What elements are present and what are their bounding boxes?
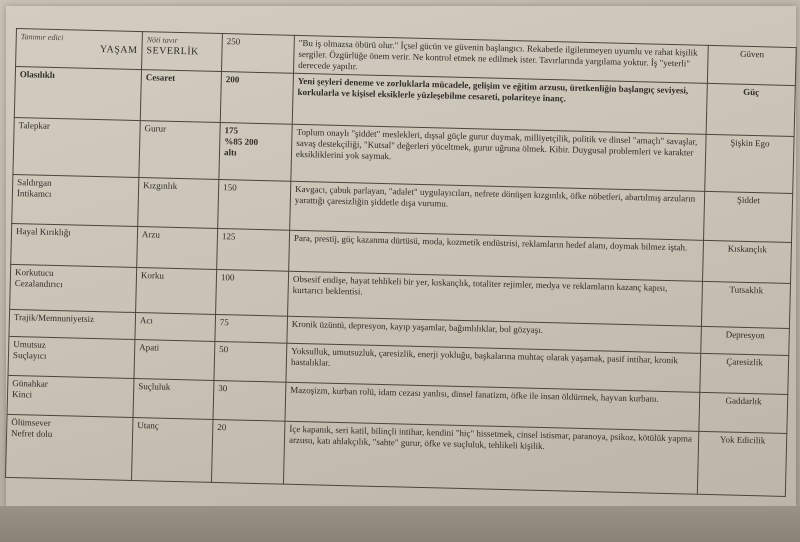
extra-cell: Şiddet	[704, 191, 793, 242]
description-cell: Kavgacı, çabuk parlayan, "adalet" uygulayıcıları, nefrete dönüşen kızgınlık, öfke nöbetleri, abartılmış arzuların yarattığı çaresizliğin şiddetle dışa vurumu.	[290, 181, 705, 240]
header-left-top: Tanımır edici	[20, 32, 64, 43]
header-emotion-top: Nöti tavır	[146, 35, 178, 45]
number-cell: 50	[214, 341, 287, 382]
number-cell: 150	[218, 180, 291, 231]
extra-cell: Yok Edicilik	[697, 431, 787, 496]
emotion-cell: Cesaret	[140, 70, 221, 123]
level-cell: Ölümsever Nefret dolu	[6, 414, 134, 480]
emotion-cell: Arzu	[137, 227, 218, 270]
header-number-cell	[221, 34, 294, 74]
header-level-cell	[16, 29, 143, 70]
emotion-cell: Suçluluk	[133, 378, 214, 419]
number-cell: 175 %85 200 altı	[219, 123, 292, 182]
extra-cell: Çaresizlik	[700, 353, 789, 394]
header-left-main: YAŞAM	[99, 44, 138, 56]
emotion-cell: Apati	[134, 339, 215, 380]
level-cell: Günahkar Kinci	[7, 375, 134, 417]
level-cell: Talepkar	[13, 117, 140, 177]
emotion-cell: Acı	[135, 313, 216, 342]
description-cell: Yeni şeyleri deneme ve zorluklarla mücadele, gelişim ve eğitim arzusu, üretkenliğin başlangıç seviyesi, korkularla ve kişisel eksiklerle yüzleşebilme cesareti, polariteye inanç.	[292, 73, 707, 134]
paper-sheet	[6, 6, 796, 506]
emotion-cell: Gurur	[139, 121, 220, 180]
level-cell: Trajik/Memnuniyetsiz	[9, 309, 136, 339]
number-cell: 100	[216, 269, 289, 316]
header-number: 250	[226, 36, 241, 47]
header-emotion-main: SEVERLİK	[146, 45, 199, 58]
level-cell: Korkutucu Cezalandırıcı	[10, 264, 137, 312]
number-cell: 20	[211, 419, 285, 484]
level-cell: Umutsuz Suçlayıcı	[8, 336, 135, 378]
number-cell: 200	[220, 72, 293, 125]
level-cell: Saldırgan İntikamcı	[12, 174, 139, 226]
description-cell: Para, prestij, güç kazanma dürtüsü, moda, kozmetik endüstrisi, reklamların hedef alanı, doymak bilmez iştah.	[289, 230, 704, 281]
extra-cell: Güç	[706, 83, 795, 136]
description-cell: Kronik üzüntü, depresyon, kayıp yaşamlar, bağımlılıklar, bol gözyaşı.	[287, 316, 702, 353]
number-cell: 125	[217, 228, 290, 271]
description-cell: Obsesif endişe, hayat tehlikeli bir yer, kıskançlık, totaliter rejimler, medya ve reklamların kazanç kapısı, kurtarıcı beklentisi.	[288, 271, 703, 326]
number-cell: 30	[213, 380, 286, 421]
extra-cell: Şişkin Ego	[705, 134, 794, 193]
description-cell: Mazoşizm, kurban rolü, idam cezası yanlısı, dinsel fanatizm, öfke ile insan öldürmek, hayvan kurbanı.	[285, 382, 700, 431]
emotion-cell: Kızgınlık	[138, 178, 219, 229]
number-cell: 75	[215, 314, 288, 343]
header-extra: Güven	[707, 45, 796, 85]
extra-cell: Kıskançlık	[703, 240, 792, 283]
emotion-cell: Utanç	[131, 417, 213, 482]
table-surface	[0, 506, 800, 542]
header-quote: "Bu iş olmazsa öbürü olur." İçsel gücün ve güvenin başlangıcı. Rekabetle ilgilenmeyen uyumlu ve rahat kişilik sergiler. Özgürlüğe önem verir. Ne kontrol etmek ne edilmek ister. Tavırlarında yargılama yoktur. İş "yeterli" derecede yapılır.	[293, 35, 708, 83]
consciousness-scale-table	[5, 28, 797, 497]
emotion-cell: Korku	[136, 268, 217, 315]
description-cell: Toplum onaylı "şiddet" meslekleri, dışsal güçle gurur duymak, milliyetçilik, politik ve dinsel "amaçlı" savaşlar, savaş destekçiliği, "Kutsal" değerleri yüceltmek, gurur uğruna ölmek. Kibir. Duygusal problemleri ve karakter eksikliklerini yok saymak.	[291, 124, 706, 191]
description-cell: Yoksulluk, umutsuzluk, çaresizlik, enerji yokluğu, başkalarına muhtaç olarak yaşamak, pasif intihar, kronik hastalıklar.	[286, 343, 701, 392]
level-cell: Olasılıklı	[14, 67, 141, 121]
description-cell: İçe kapanık, seri katil, bilinçli intihar, kendini "hiç" hissetmek, cinsel istismar, paranoya, psikoz, kötülük yapma arzusu, katı ahlakçılık, "sahte" gurur, öfke ve suçluluk, tehlikeli kişilik.	[283, 421, 698, 494]
header-emotion-cell	[142, 32, 223, 72]
extra-cell: Depresyon	[701, 326, 790, 355]
extra-cell: Tutsaklık	[701, 281, 790, 328]
level-cell: Hayal Kırıklığı	[11, 223, 138, 267]
extra-cell: Gaddarlık	[699, 392, 788, 433]
